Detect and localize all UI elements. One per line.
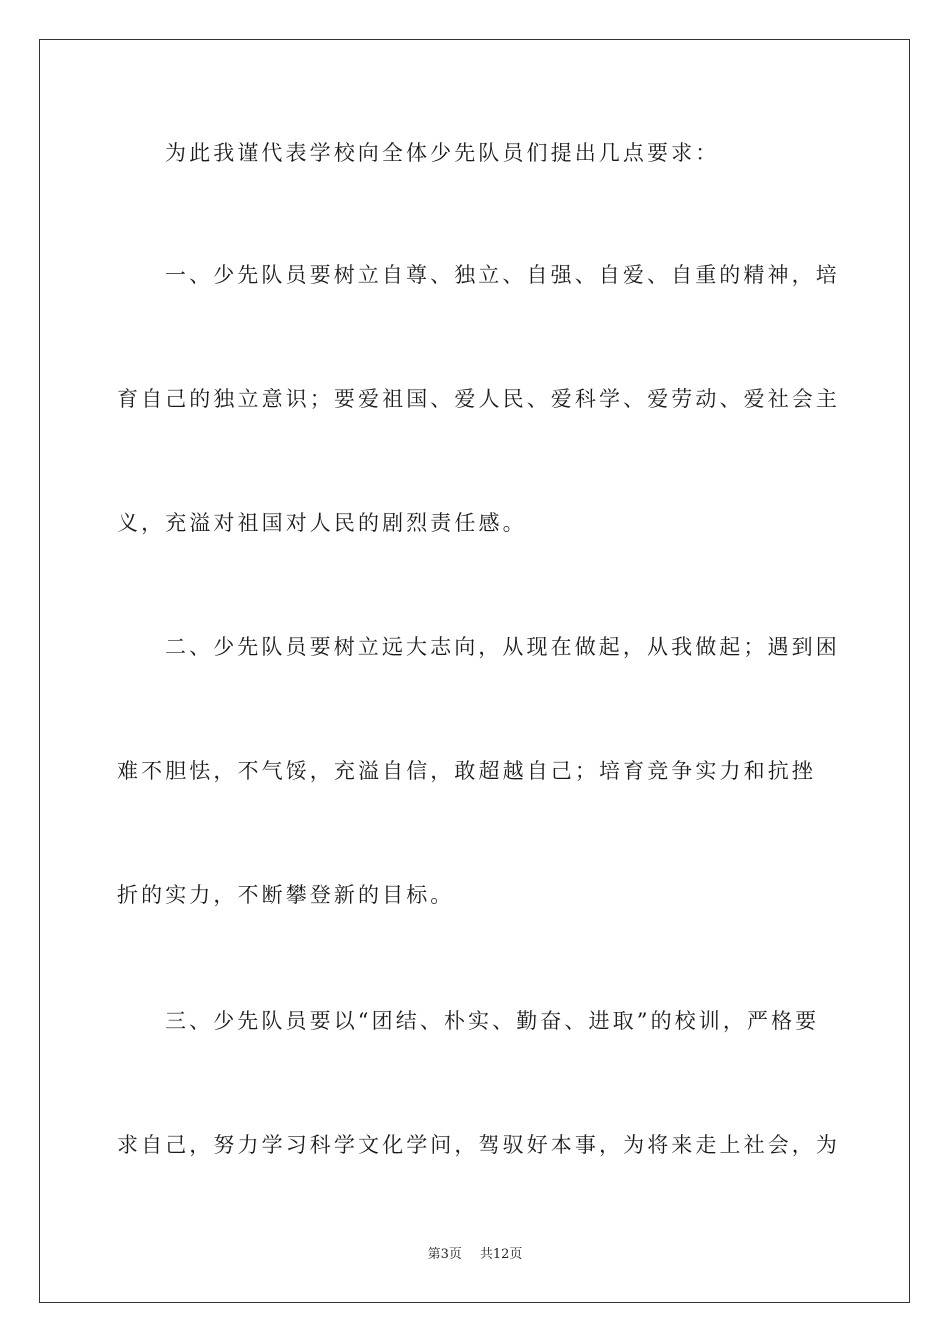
paragraph-intro-line: 为此我谨代表学校向全体少先队员们提出几点要求：	[165, 141, 720, 165]
page-total: 共12页	[479, 1247, 523, 1262]
paragraph-one-line-1: 一、少先队员要树立自尊、独立、自强、自爱、自重的精神，培	[165, 263, 840, 287]
paragraph-two-line-1: 二、少先队员要树立远大志向，从现在做起，从我做起；遇到困	[165, 635, 840, 659]
paragraph-one-line-2: 育自己的独立意识；要爱祖国、爱人民、爱科学、爱劳动、爱社会主	[117, 387, 840, 411]
page-footer	[0, 1246, 950, 1264]
paragraph-two-line-2: 难不胆怯，不气馁，充溢自信，敢超越自己；培育竞争实力和抗挫	[117, 759, 816, 783]
paragraph-three-line-2: 求自己，努力学习科学文化学问，驾驭好本事，为将来走上社会，为	[117, 1133, 840, 1157]
page-number: 第3页	[427, 1247, 462, 1262]
page-border	[39, 39, 910, 1303]
paragraph-one-line-3: 义，充溢对祖国对人民的剧烈责任感。	[117, 511, 527, 535]
paragraph-three-line-1: 三、少先队员要以“团结、朴实、勤奋、进取”的校训，严格要	[165, 1009, 820, 1033]
paragraph-two-line-3: 折的实力，不断攀登新的目标。	[117, 883, 455, 907]
